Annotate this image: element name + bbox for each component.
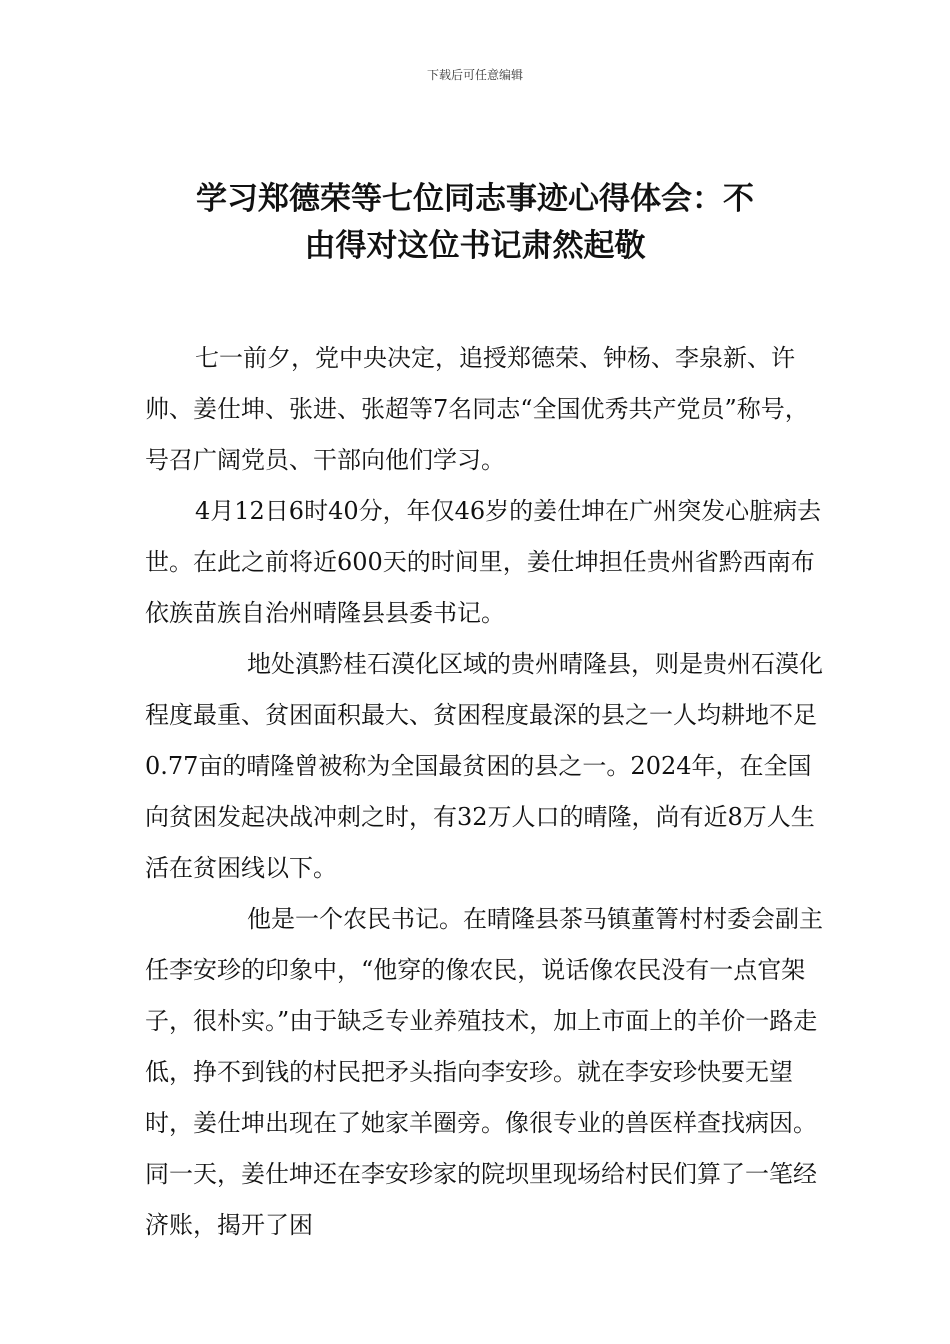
title-line-2: 由得对这位书记肃然起敬 [304,228,646,264]
header-note: 下载后可任意编辑 [426,68,523,82]
document-title [120,176,830,270]
paragraph-2: 4月12日6时40分，年仅46岁的姜仕坤在广州突发心脏病去世。在此之前将近600天的时间里，姜仕坤担任贵州省黔西南布依族苗族自治州晴隆县县委书记。 [145,497,822,627]
document-body [145,333,830,1251]
title-line-1: 学习郑德荣等七位同志事迹心得体会：不 [196,181,754,217]
paragraph-1: 七一前夕，党中央决定，追授郑德荣、钟杨、李泉新、许帅、姜仕坤、张进、张超等7名同志“全国优秀共产党员”称号，号召广阔党员、干部向他们学习。 [145,344,809,474]
paragraph-4: 他是一个农民书记。在晴隆县茶马镇董箐村村委会副主任李安珍的印象中，“他穿的像农民，说话像农民没有一点官架子，很朴实。”由于缺乏专业养殖技术，加上市面上的羊价一路走低，挣不到钱的村民把矛头指向李安珍。就在李安珍快要无望时，姜仕坤出现在了她家羊圈旁。像很专业的兽医样查找病因。同一天，姜仕坤还在李安珍家的院坝里现场给村民们算了一笔经济账，揭开了困 [145,905,823,1239]
paragraph-3: 地处滇黔桂石漠化区域的贵州晴隆县，则是贵州石漠化程度最重、贫困面积最大、贫困程度最深的县之一人均耕地不足0.77亩的晴隆曾被称为全国最贫困的县之一。2024年，在全国向贫困发起决战冲刺之时，有32万人口的晴隆，尚有近8万人生活在贫困线以下。 [145,650,823,882]
